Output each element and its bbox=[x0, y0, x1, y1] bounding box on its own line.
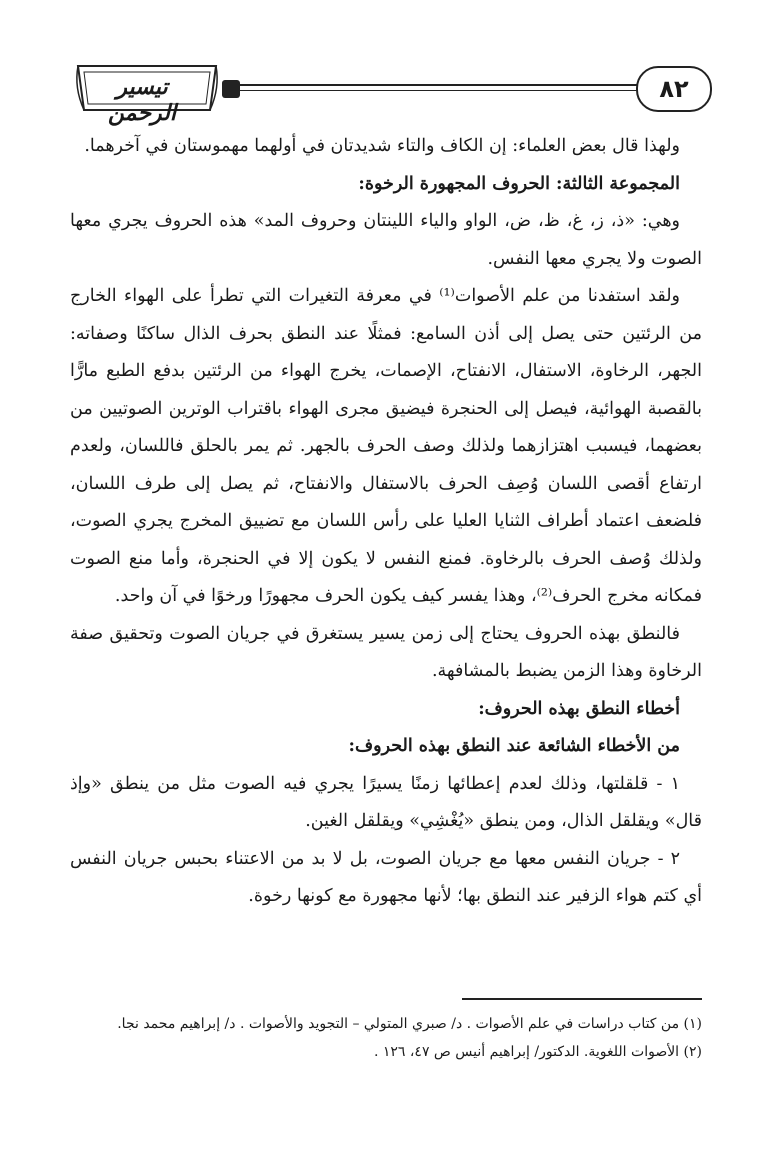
section-heading-errors: أخطاء النطق بهذه الحروف: bbox=[478, 698, 680, 719]
footnote-divider bbox=[462, 998, 702, 1000]
page-number: ٨٢ bbox=[636, 66, 712, 112]
list-item-2: ٢ - جريان النفس معها مع جريان الصوت، بل لا بد من الاعتناء بحبس جريان النفس أي كتم هواء الزفير عند النطق بها؛ لأنها مجهورة مع كونها رخوة. bbox=[70, 848, 702, 906]
book-emblem bbox=[72, 58, 222, 126]
footnote-1: (١) من كتاب دراسات في علم الأصوات . د/ صبري المتولي – التجويد والأصوات . د/ إبراهيم محمد نجا. bbox=[117, 1016, 702, 1032]
section-heading-group-3: المجموعة الثالثة: الحروف المجهورة الرخوة: bbox=[358, 173, 680, 194]
book-icon bbox=[222, 80, 240, 98]
header-rule bbox=[222, 84, 638, 86]
paragraph-duration: فالنطق بهذه الحروف يحتاج إلى زمن يسير يستغرق في جريان الصوت وتحقيق صفة الرخاوة وهذا الزمن يضبط بالمشافهة. bbox=[70, 623, 702, 681]
header-rule-thin bbox=[222, 90, 638, 91]
book-title: تيسير الرحمن bbox=[107, 74, 177, 126]
subheading-common-errors: من الأخطاء الشائعة عند النطق بهذه الحروف: bbox=[348, 736, 680, 756]
paragraph-phonetics: ولقد استفدنا من علم الأصوات⁽¹⁾ في معرفة التغيرات التي تطرأ على الهواء الخارج من الرئتين حتى يصل إلى أذن السامع: فمثلًا عند النطق بحرف الذال ساكنًا وصفاته: الجهر، الرخاوة، الاستفال، الانفتاح، الإصمات، يخرج الهواء من الرئتين بدفع الطبع مارًّا بالقصبة الهوائية، فيصل إلى الحنجرة فيضيق مجرى الهواء باقتراب الوترين الصوتيين من بعضهما، فيسبب اهتزازهما ولذلك وصف الحرف بالجهر. ثم يمر بالحلق فاللسان، ولعدم ارتفاع أقصى اللسان وُصِف الحرف بالاستفال والانفتاح، ثم يصل إلى طرف اللسان، فلضعف اعتماد أطراف الثنايا العليا على رأس اللسان مع تضييق المخرج يجري الصوت، ولذلك وُصف الحرف بالرخاوة. فمنع النفس لا يكون إلا في الحنجرة، وأما منع الصوت فمكانه مخرج الحرف⁽²⁾، وهذا يفسر كيف يكون الحرف مجهورًا ورخوًا في آن واحد. bbox=[70, 286, 702, 606]
paragraph-1: ولهذا قال بعض العلماء: إن الكاف والتاء شديدتان في أولهما مهموستان في آخرهما. bbox=[84, 136, 680, 156]
list-item-1: ١ - قلقلتها، وذلك لعدم إعطائها زمنًا يسيرًا يجري فيه الصوت مثل من ينطق «وإذ قال» ويقلقل الذال، ومن ينطق «يُغْشِي» ويقلقل الغين. bbox=[70, 773, 702, 831]
paragraph-letters: وهي: «ذ، ز، غ، ظ، ض، الواو والياء اللينتان وحروف المد» هذه الحروف يجري معها الصوت ولا يجري معها النفس. bbox=[70, 211, 702, 269]
page-body bbox=[70, 128, 702, 916]
footnote-2: (٢) الأصوات اللغوية. الدكتور/ إبراهيم أنيس ص ٤٧، ١٢٦ . bbox=[373, 1044, 702, 1060]
footnotes bbox=[70, 1010, 702, 1066]
page-header bbox=[72, 58, 712, 126]
